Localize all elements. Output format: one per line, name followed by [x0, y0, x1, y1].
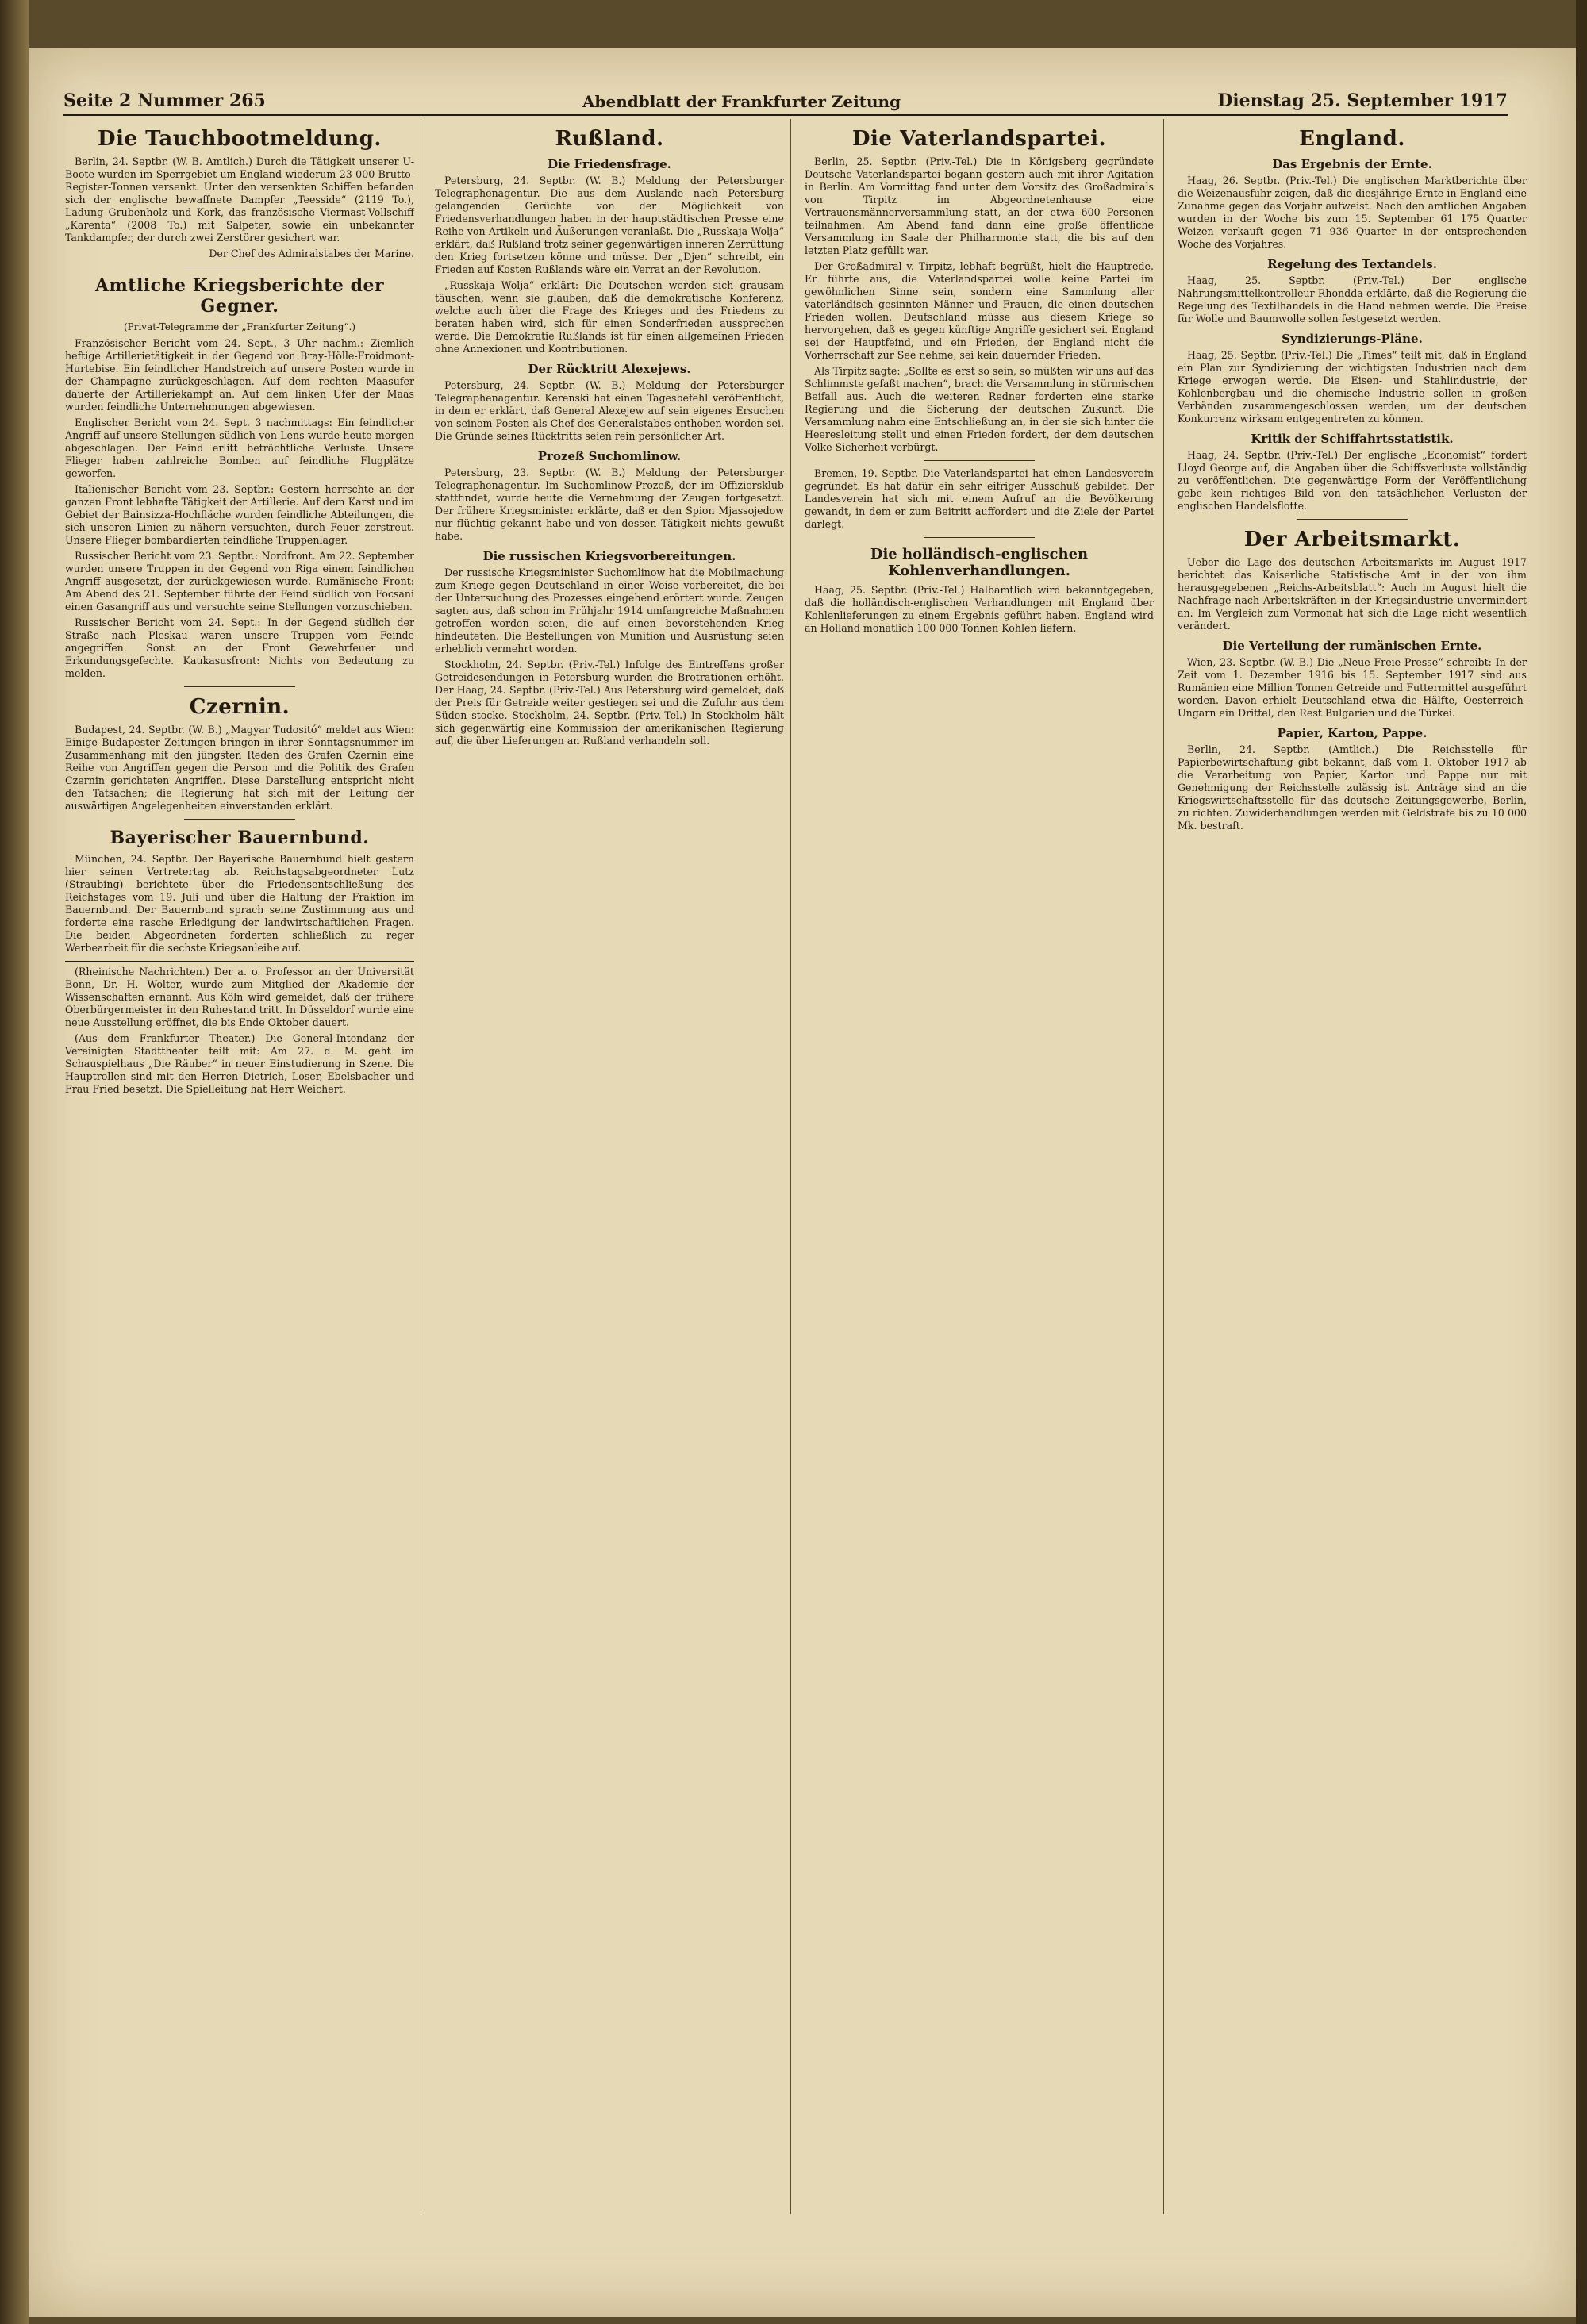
article-subheading: (Privat-Telegramme der „Frankfurter Zeitung“.): [123, 321, 356, 332]
column-1: [65, 119, 414, 2229]
article-text: Haag, 25. Septbr. (Priv.-Tel.) Halbamtlich wird bekanntgegeben, daß die holländisch-englischen Verhandlungen mit England über Kohlenlieferungen zu einem Ergebnis geführt haben. England wird an Holland monatlich 100 000 Tonnen Kohlen liefern.: [805, 584, 1154, 634]
masthead: [63, 86, 1508, 116]
article-heading: Die Vaterlandspartei.: [851, 127, 1107, 151]
article-subheading: Papier, Karton, Pappe.: [1277, 726, 1428, 740]
article-text: Russischer Bericht vom 24. Sept.: In der Gegend südlich der Straße nach Pleskau waren unsere Truppen vom Feinde angegriffen. Sonst an der Front Gewehrfeuer und Erkundungsgefechte. Kaukasusfront: Nichts von Bedeutung zu melden.: [65, 617, 414, 679]
divider: [924, 537, 1035, 538]
article-text: Als Tirpitz sagte: „Sollte es erst so sein, so müßten wir uns auf das Schlimmste gefaßt machen“, brach die Versammlung in stürmischen Beifall aus. Auch die weiteren Redner forderten eine starke Regierung und die Sicherung der deutschen Zukunft. Die Versammlung nahm eine Entschließung an, in der sie sich hinter die Heeresleitung stellt und einen Frieden fordert, der dem deutschen Volke Sicherheit verbürgt.: [805, 365, 1154, 453]
page-edge: [1576, 0, 1587, 2324]
book-binding: [0, 0, 29, 2324]
article-text: Haag, 25. Septbr. (Priv.-Tel.) Die „Times“ teilt mit, daß in England ein Plan zur Syndizierung der wichtigsten Industrien nach dem Kriege erwogen werde. Die Eisen- und Stahlindustrie, der Kohlenbergbau und die chemische Industrie sollen in großen Verbänden zusammengeschlossen werden, um der deutschen Konkurrenz wirksam entgegentreten zu können.: [1178, 349, 1527, 424]
article-heading: Die Tauchbootmeldung.: [98, 127, 382, 151]
article-subheading: Syndizierungs-Pläne.: [1282, 332, 1423, 346]
article-text: Der russische Kriegsminister Suchomlinow hat die Mobilmachung zum Kriege gegen Deutschland in einer Weise vorbereitet, die bei der Untersuchung des Prozesses eingehend erörtert wurde. Zeugen sagten aus, daß schon im Frühjahr 1914 umfangreiche Maßnahmen getroffen worden seien, die auf einen bevorstehenden Krieg hindeuteten. Die Bestellungen von Munition und Ausrüstung seien erheblich vermehrt worden.: [435, 567, 784, 655]
column-3: [805, 119, 1154, 2229]
column-rule: [1163, 119, 1164, 2214]
article-heading: Rußland.: [555, 127, 664, 151]
article-heading: England.: [1299, 127, 1405, 151]
article-heading: Der Arbeitsmarkt.: [1243, 528, 1461, 551]
article-subheading: Das Ergebnis der Ernte.: [1272, 157, 1432, 171]
column-2: [435, 119, 784, 2229]
article-heading: Bayerischer Bauernbund.: [110, 828, 370, 848]
article-subheading: Regelung des Textandels.: [1267, 257, 1437, 271]
article-text: Der Großadmiral v. Tirpitz, lebhaft begrüßt, hielt die Hauptrede. Er führte aus, die Vaterlandspartei wolle keine Partei im gewöhnlichen Sinne sein, sondern eine Sammlung aller vaterländisch gesinnten Männer und Frauen, die einen deutschen Frieden wollen. Deutschland müsse aus diesem Kriege so hervorgehen, daß es gegen künftige Angriffe gesichert sei. England sei der Hauptfeind, und ein Frieden, der England nicht die Vorherrschaft zur See nehme, sei kein dauernder Frieden.: [805, 260, 1154, 361]
article-subheading: Die russischen Kriegsvorbereitungen.: [482, 549, 736, 563]
article-text: Berlin, 24. Septbr. (W. B. Amtlich.) Durch die Tätigkeit unserer U-Boote wurden im Sperrgebiet um England wiederum 23 000 Brutto-Register-Tonnen versenkt. Unter den versenkten Schiffen befanden sich der englische bewaffnete Dampfer „Teesside“ (2119 To.), Ladung Grubenholz und Kork, das französische Viermast-Vollschiff „Karenta“ (2008 To.) mit Salpeter, sowie ein unbekannter Tankdampfer, der durch zwei Zerstörer gesichert war.: [65, 156, 414, 244]
column-rule: [790, 119, 791, 2214]
article-subheading: Kritik der Schiffahrtsstatistik.: [1251, 432, 1454, 446]
article-subheading: Die Verteilung der rumänischen Ernte.: [1222, 639, 1482, 653]
article-text: „Russkaja Wolja“ erklärt: Die Deutschen werden sich grausam täuschen, wenn sie glauben, daß die demokratische Konferenz, welche auch über die Frage des Krieges und des Friedens zu beraten haben wird, sich für einen Sonderfrieden aussprechen werde. Die Demokratie Rußlands ist für einen allgemeinen Frieden ohne Annexionen und Kontributionen.: [435, 279, 784, 355]
article-text: Haag, 26. Septbr. (Priv.-Tel.) Die englischen Marktberichte über die Weizenausfuhr zeigen, daß die diesjährige Ernte in England eine Zunahme gegen das Vorjahr aufweist. Nach den amtlichen Angaben wurden in der Woche bis zum 15. September 61 175 Quarter Weizen verkauft gegen 71 936 Quarter in der entsprechenden Woche des Vorjahres.: [1178, 175, 1527, 250]
article-text: Petersburg, 24. Septbr. (W. B.) Meldung der Petersburger Telegraphenagentur. Die aus dem Auslande nach Petersburg gelangenden Gerüchte von der Möglichkeit von Friedensverhandlungen haben in der hauptstädtischen Presse eine Reihe von Artikeln und Äußerungen veranlaßt. Die „Russkaja Wolja“ erklärt, daß Rußland trotz seiner gegenwärtigen inneren Zerrüttung den Krieg fortsetzen könne und müsse. Der „Djen“ schreibt, ein Frieden auf Kosten Rußlands wäre ein Verrat an der Revolution.: [435, 175, 784, 275]
divider: [184, 686, 295, 687]
divider: [1297, 519, 1408, 520]
article-subheading: Prozeß Suchomlinow.: [537, 449, 682, 463]
article-text: Ueber die Lage des deutschen Arbeitsmarkts im August 1917 berichtet das Kaiserliche Statistische Amt in der von ihm herausgegebenen „Reichs-Arbeitsblatt“: Auch im August hielt die Nachfrage nach Arbeitskräften in der Kriegsindustrie unvermindert an. Im Vergleich zum Vormonat hat sich die Lage nicht wesentlich verändert.: [1178, 556, 1527, 632]
article-text: Haag, 25. Septbr. (Priv.-Tel.) Der englische Nahrungsmittelkontrolleur Rhondda erklärte, daß die Regierung die Regelung des Textilhandels in die Hand nehmen werde. Die Preise für Wolle und Baumwolle sollen festgesetzt werden.: [1178, 275, 1527, 325]
article-text: Budapest, 24. Septbr. (W. B.) „Magyar Tudositó“ meldet aus Wien: Einige Budapester Zeitungen bringen in ihrer Sonntagsnummer im Zusammenhang mit den jüngsten Reden des Grafen Czernin eine Reihe von Angriffen gegen die Person und die Politik des Grafen Czernin gerichteten Angriffen. Diese Darstellung entspricht nicht den Tatsachen; die Regierung hat sich mit der Leitung der auswärtigen Angelegenheiten einverstanden erklärt.: [65, 724, 414, 812]
article-signature: Der Chef des Admiralstabes der Marine.: [209, 248, 414, 259]
divider: [924, 460, 1035, 461]
article-subheading: Der Rücktritt Alexejews.: [528, 362, 691, 376]
article-text: Englischer Bericht vom 24. Sept. 3 nachmittags: Ein feindlicher Angriff auf unsere Stellungen südlich von Lens wurde heute morgen abgeschlagen. Der Feind erlitt beträchtliche Verluste. Unsere Flieger haben zahlreiche Bomben auf feindliche Flugplätze geworfen.: [65, 417, 414, 479]
article-text: Französischer Bericht vom 24. Sept., 3 Uhr nachm.: Ziemlich heftige Artillerietätigkeit in der Gegend von Bray-Hölle-Froidmont-Hurtebise. Ein feindlicher Handstreich auf unsere Posten wurde in der Champagne zurückgeschlagen. Auf dem rechten Maasufer dauerte der Artilleriekampf an. Auf dem linken Ufer der Maas wurden feindliche Unternehmungen abgewiesen.: [65, 337, 414, 413]
divider: [184, 819, 295, 820]
article-subheading: Die Friedensfrage.: [548, 157, 671, 171]
article-text: Berlin, 24. Septbr. (Amtlich.) Die Reichsstelle für Papierbewirtschaftung gibt bekannt, daß vom 1. Oktober 1917 ab die Verarbeitung von Papier, Karton und Pappe nur mit Genehmigung der Reichsstelle zulässig ist. Anträge sind an die Kriegswirtschaftsstelle für das deutsche Zeitungsgewerbe, Berlin, zu richten. Zuwiderhandlungen werden mit Geldstrafe bis zu 10 000 Mk. bestraft.: [1178, 743, 1527, 832]
article-text: Italienischer Bericht vom 23. Septbr.: Gestern herrschte an der ganzen Front lebhafte Tätigkeit der Artillerie. Auf dem Karst und im Gebiet der Bainsizza-Hochfläche wurden feindliche Abteilungen, die sich unseren Linien zu nähern versuchten, durch Feuer zerstreut. Unsere Flieger bombardierten feindliche Truppenlager.: [65, 483, 414, 546]
article-text: Petersburg, 24. Septbr. (W. B.) Meldung der Petersburger Telegraphenagentur. Kerenski hat einen Tagesbefehl veröffentlicht, in dem er erklärt, daß General Alexejew auf sein eigenes Ersuchen von seinem Posten als Chef des Generalstabes enthoben worden sei. Die Gründe seines Rücktritts seien rein persönlicher Art.: [435, 379, 784, 442]
article-heading: Czernin.: [189, 695, 290, 719]
article-text: Petersburg, 23. Septbr. (W. B.) Meldung der Petersburger Telegraphenagentur. Im Suchomlinow-Prozeß, der im Offiziersklub stattfindet, wurde heute die Vernehmung der Zeugen fortgesetzt. Der frühere Kriegsminister erklärte, daß er den Spion Mjassojedow nur flüchtig gekannt habe und von dessen Tätigkeit nichts gewußt habe.: [435, 467, 784, 542]
column-4: [1178, 119, 1527, 2229]
article-text: Wien, 23. Septbr. (W. B.) Die „Neue Freie Presse“ schreibt: In der Zeit vom 1. Dezember 1916 bis 15. September 1917 sind aus Rumänien eine Million Tonnen Getreide und Futtermittel ausgeführt worden. Davon erhielt Deutschland etwa die Hälfte, Oesterreich-Ungarn ein Drittel, den Rest Bulgarien und die Türkei.: [1178, 656, 1527, 719]
article-text: (Rheinische Nachrichten.) Der a. o. Professor an der Universität Bonn, Dr. H. Wolter, wurde zum Mitglied der Akademie der Wissenschaften ernannt. Aus Köln wird gemeldet, daß der frühere Oberbürgermeister in den Ruhestand tritt. In Düsseldorf wurde eine neue Ausstellung eröffnet, die bis Ende Oktober dauert.: [65, 966, 414, 1028]
article-text: (Aus dem Frankfurter Theater.) Die General-Intendanz der Vereinigten Stadttheater teilt mit: Am 27. d. M. geht im Schauspielhaus „Die Räuber“ in neuer Einstudierung in Szene. Die Hauptrollen sind mit den Herren Dietrich, Loser, Ebelsbacher und Frau Fried besetzt. Die Spielleitung hat Herr Weichert.: [65, 1032, 414, 1095]
issue-date: Dienstag 25. September 1917: [1217, 90, 1508, 111]
article-heading: Amtliche Kriegsberichte der Gegner.: [94, 275, 385, 317]
newspaper-title: Abendblatt der Frankfurter Zeitung: [582, 92, 901, 111]
article-heading: Die holländisch-englischen Kohlenverhandlungen.: [870, 546, 1089, 579]
article-text: München, 24. Septbr. Der Bayerische Bauernbund hielt gestern hier seinen Vertretertag ab. Reichstagsabgeordneter Lutz (Straubing) berichtete über die Friedensentschließung des Reichstages vom 19. Juli und über die Haltung der Fraktion im Bauernbund. Der Bauernbund sprach seine Zustimmung aus und forderte eine rasche Erledigung der landwirtschaftlichen Fragen. Die beiden Abgeordneten forderten schließlich zu reger Werbearbeit für die sechste Kriegsanleihe auf.: [65, 853, 414, 954]
page-number: Seite 2 Nummer 265: [63, 90, 266, 111]
article-text: Russischer Bericht vom 23. Septbr.: Nordfront. Am 22. September wurden unsere Truppen in der Gegend von Riga einem feindlichen Angriff ausgesetzt, der zurückgewiesen wurde. Rumänische Front: Am Abend des 21. September führte der Feind südlich von Focsani einen Gasangriff aus und versuchte seine Stellungen vorzuschieben.: [65, 550, 414, 613]
article-text: Stockholm, 24. Septbr. (Priv.-Tel.) Infolge des Eintreffens großer Getreidesendungen in Petersburg wurden die Brotrationen erhöht. Der Haag, 24. Septbr. (Priv.-Tel.) Aus Petersburg wird gemeldet, daß der Preis für Getreide weiter gestiegen sei und die Zufuhr aus dem Süden stocke. Stockholm, 24. Septbr. (Priv.-Tel.) In Stockholm hält sich gegenwärtig eine Kommission der amerikanischen Regierung auf, die über Lieferungen an Rußland verhandeln soll.: [435, 659, 784, 747]
article-text: Bremen, 19. Septbr. Die Vaterlandspartei hat einen Landesverein gegründet. Es hat dafür ein sehr eifriger Ausschuß gebildet. Der Landesverein hat sich mit einem Aufruf an die Bevölkerung gewandt, in dem er zum Beitritt auffordert und die Ziele der Partei darlegt.: [805, 467, 1154, 530]
article-text: Berlin, 25. Septbr. (Priv.-Tel.) Die in Königsberg gegründete Deutsche Vaterlandspartei begann gestern auch mit ihrer Agitation in Berlin. Am Vormittag fand unter dem Vorsitz des Großadmirals von Tirpitz im Abgeordnetenhause eine Vertrauensmännerversammlung statt, an der etwa 600 Personen teilnahmen. Am Abend fand dann eine große öffentliche Versammlung im Saale der Philharmonie statt, die bis auf den letzten Platz gefüllt war.: [805, 156, 1154, 256]
article-text: Haag, 24. Septbr. (Priv.-Tel.) Der englische „Economist“ fordert Lloyd George auf, die Angaben über die Schiffsverluste vollständig zu veröffentlichen. Die gegenwärtige Form der Veröffentlichung gebe kein richtiges Bild von den tatsächlichen Verlusten der englischen Handelsflotte.: [1178, 449, 1527, 512]
